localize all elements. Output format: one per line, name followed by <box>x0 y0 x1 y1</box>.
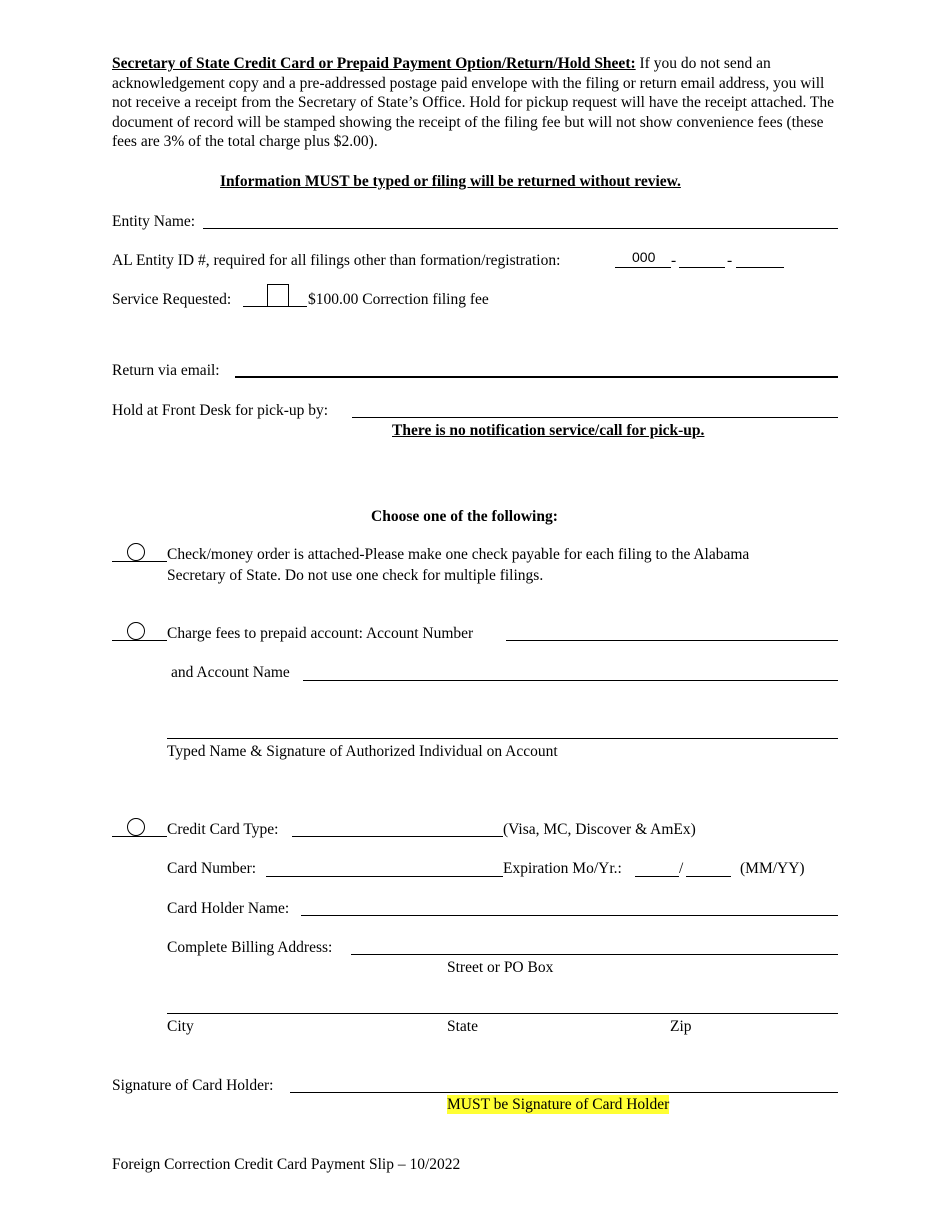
account-name-label: and Account Name <box>171 664 290 681</box>
account-number-label: Charge fees to prepaid account: Account Number <box>167 625 474 642</box>
signature-note: MUST be Signature of Card Holder <box>447 1096 670 1113</box>
billing-city-state-zip-field[interactable] <box>167 1013 838 1014</box>
expiration-slash: / <box>679 860 684 877</box>
entity-name-label: Entity Name: <box>112 213 196 230</box>
card-number-label: Card Number: <box>167 860 257 877</box>
return-email-label: Return via email: <box>112 362 220 379</box>
entity-id-label: AL Entity ID #, required for all filings other than formation/registration: <box>112 252 561 269</box>
signature-label: Signature of Card Holder: <box>112 1077 274 1094</box>
entity-id-prefix: 000 <box>632 249 656 265</box>
service-underline <box>243 306 307 307</box>
card-type-note: (Visa, MC, Discover & AmEx) <box>503 821 696 838</box>
check-option-radio[interactable] <box>127 543 145 561</box>
holder-name-label: Card Holder Name: <box>167 900 290 917</box>
billing-street-field[interactable] <box>351 954 838 955</box>
entity-id-part1-field[interactable] <box>615 267 671 268</box>
card-type-field[interactable] <box>292 836 503 837</box>
check-option-underline <box>112 561 167 562</box>
typed-notice: Information MUST be typed or filing will be returned without review. <box>220 173 681 190</box>
service-checkbox[interactable] <box>267 284 289 306</box>
intro-heading: Secretary of State Credit Card or Prepaid Payment Option/Return/Hold Sheet: <box>112 55 636 72</box>
signature-field[interactable] <box>290 1092 838 1093</box>
intro-body: If you do not send an acknowledgement copy and a pre-addressed postage paid envelope with the filing or return email address, you will not receive a receipt from the Secretary of State’s Office. Hold for pickup request will have the receipt attached. The document of record will be stamped showing the receipt of the filing fee but will not show convenience fees (these fees are 3% of the total charge plus $2.00). <box>112 55 835 151</box>
hold-label: Hold at Front Desk for pick-up by: <box>112 402 329 419</box>
entity-id-part3-field[interactable] <box>736 267 784 268</box>
return-email-field[interactable] <box>235 376 838 378</box>
entity-name-field[interactable] <box>203 228 838 229</box>
expiration-month-field[interactable] <box>635 876 679 877</box>
hold-field[interactable] <box>352 417 838 418</box>
expiration-year-field[interactable] <box>686 876 731 877</box>
account-name-field[interactable] <box>303 680 838 681</box>
no-notification-note: There is no notification service/call for pick-up. <box>392 422 705 439</box>
authorized-signature-field[interactable] <box>167 738 838 739</box>
check-option-line1: Check/money order is attached-Please make one check payable for each filing to the Alabama <box>167 546 750 563</box>
account-number-field[interactable] <box>506 640 838 641</box>
card-number-field[interactable] <box>266 876 503 877</box>
entity-id-dash-1: - <box>671 252 677 269</box>
expiration-format: (MM/YY) <box>740 860 805 877</box>
expiration-label: Expiration Mo/Yr.: <box>503 860 622 877</box>
prepaid-option-underline <box>112 640 167 641</box>
service-fee-text: $100.00 Correction filing fee <box>308 291 489 308</box>
card-option-underline <box>112 836 167 837</box>
state-caption: State <box>447 1018 478 1035</box>
billing-label: Complete Billing Address: <box>167 939 333 956</box>
zip-caption: Zip <box>670 1018 692 1035</box>
choose-heading: Choose one of the following: <box>371 508 558 525</box>
prepaid-option-radio[interactable] <box>127 622 145 640</box>
street-caption: Street or PO Box <box>447 959 554 976</box>
card-option-radio[interactable] <box>127 818 145 836</box>
entity-id-dash-2: - <box>727 252 733 269</box>
service-label: Service Requested: <box>112 291 232 308</box>
check-option-line2: Secretary of State. Do not use one check for multiple filings. <box>167 567 544 584</box>
intro-paragraph <box>112 54 838 152</box>
card-type-label: Credit Card Type: <box>167 821 279 838</box>
city-caption: City <box>167 1018 194 1035</box>
holder-name-field[interactable] <box>301 915 838 916</box>
footer-text: Foreign Correction Credit Card Payment Slip – 10/2022 <box>112 1156 461 1173</box>
authorized-signature-caption: Typed Name & Signature of Authorized Individual on Account <box>167 743 558 760</box>
entity-id-part2-field[interactable] <box>679 267 725 268</box>
